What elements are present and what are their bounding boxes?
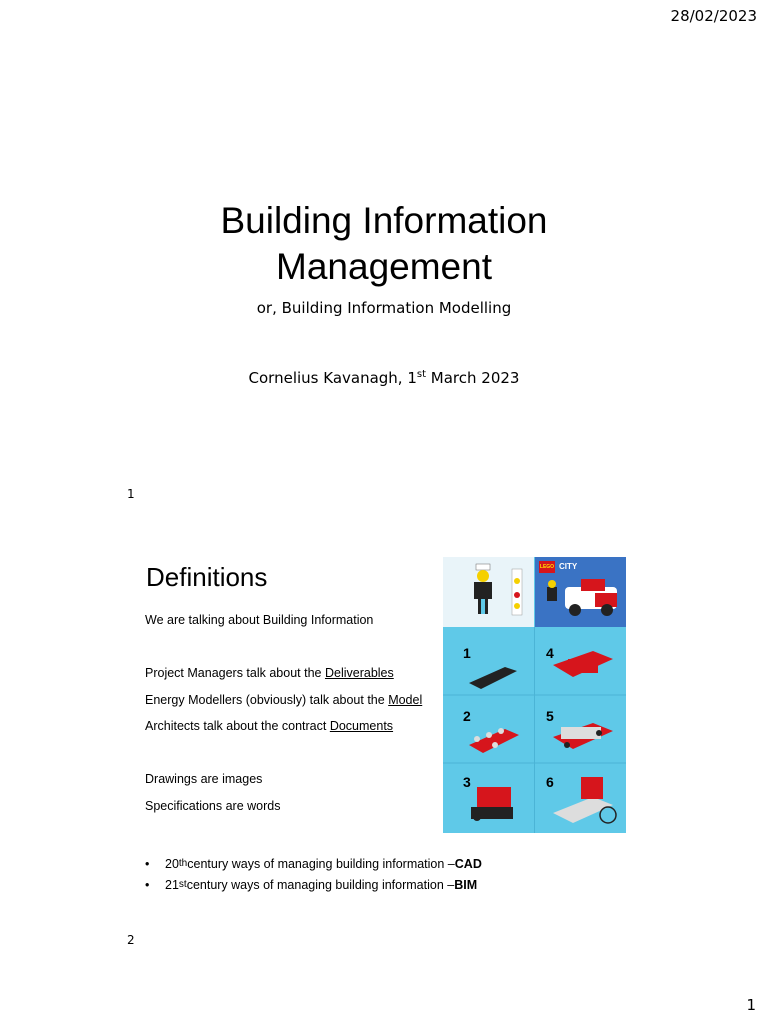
ar-term: Documents <box>329 719 394 733</box>
step-number: 4 <box>546 645 554 661</box>
author-sup: st <box>416 369 427 380</box>
author-prefix: Cornelius Kavanagh, 1 <box>248 369 417 387</box>
slide1-title <box>0 198 768 290</box>
firefighter-minifig-icon <box>443 557 534 627</box>
slide1-title-line2: Management <box>276 246 492 287</box>
box-art-panel <box>535 557 626 627</box>
bullet-text: century ways of managing building information – <box>187 856 455 871</box>
step-number: 2 <box>463 708 471 724</box>
document-date: 28/02/2023 <box>670 7 757 25</box>
bullet-item: • 21 st century ways of managing building information – BIM <box>145 877 478 892</box>
slide1-author <box>0 369 768 387</box>
bullet-bold: CAD <box>454 856 482 871</box>
bullet-bold: BIM <box>454 877 478 892</box>
author-suffix: March 2023 <box>426 369 520 387</box>
em-term: Model <box>388 693 423 707</box>
intro-text: We are talking about Building Information <box>145 613 374 627</box>
bullet-num: 21 <box>165 877 179 892</box>
fire-car-icon <box>535 557 626 627</box>
page-number: 1 <box>746 996 756 1014</box>
step-number: 6 <box>546 774 554 790</box>
lego-logo: LEGO <box>539 561 555 573</box>
city-logo: CITY <box>559 562 578 571</box>
slide2-number: 2 <box>127 933 135 947</box>
drawings-text: Drawings are images <box>145 772 263 786</box>
slide2-title: Definitions <box>146 562 268 592</box>
ar-prefix: Architects talk about the contract <box>145 719 330 733</box>
step-number: 5 <box>546 708 554 724</box>
pm-term: Deliverables <box>324 666 394 680</box>
em-line <box>145 693 422 707</box>
step-number: 3 <box>463 774 471 790</box>
em-prefix: Energy Modellers (obviously) talk about the <box>145 693 389 707</box>
bullet-item: • 20 th century ways of managing building information – CAD <box>145 856 482 871</box>
slide1-number: 1 <box>127 487 135 501</box>
ar-line <box>145 719 393 733</box>
bullet-list <box>145 853 482 895</box>
bullet-num: 20 <box>165 856 179 871</box>
bullet-dot-icon: • <box>145 856 150 871</box>
minifig-panel <box>443 557 534 627</box>
slide1-title-line1: Building Information <box>220 200 548 241</box>
bullet-text: century ways of managing building information – <box>186 877 455 892</box>
bullet-dot-icon: • <box>145 877 150 892</box>
specs-text: Specifications are words <box>145 799 281 813</box>
lego-instructions-image <box>443 557 626 833</box>
pm-line <box>145 666 394 680</box>
slide1-subtitle: or, Building Information Modelling <box>256 299 512 317</box>
step-number: 1 <box>463 645 471 661</box>
pm-prefix: Project Managers talk about the <box>145 666 325 680</box>
